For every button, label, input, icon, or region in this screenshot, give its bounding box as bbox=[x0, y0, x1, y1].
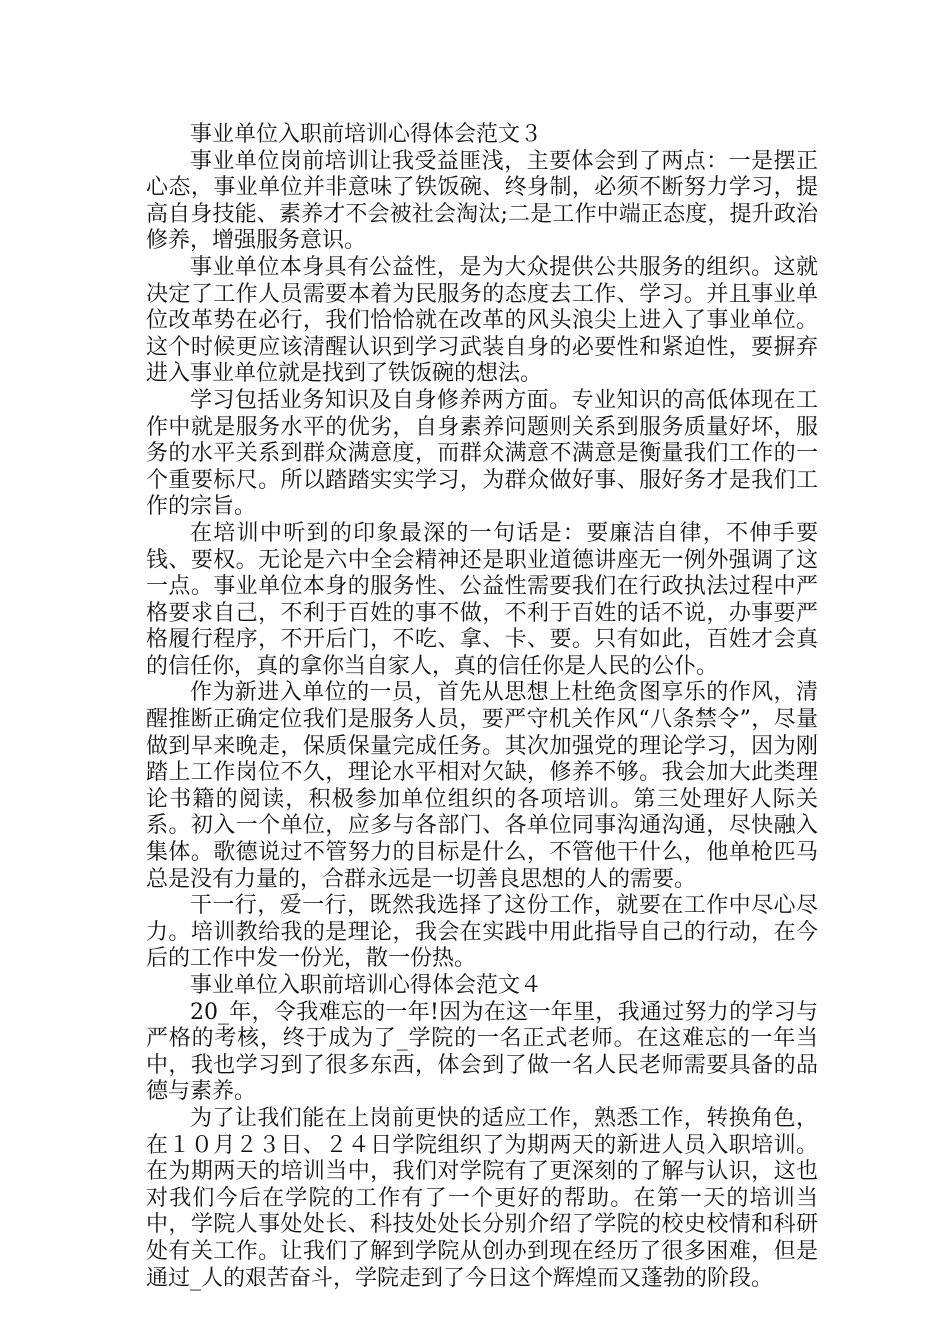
section-3-paragraph-3: 学习包括业务知识及自身修养两方面。专业知识的高低体现在工作中就是服务水平的优劣，自身素养问题则关系到服务质量好坏，服务的水平关系到群众满意度，而群众满意不满意是衡量我们工作的一个重要标尺。所以踏踏实实学习，为群众做好事、服好务才是我们工作的宗旨。 bbox=[146, 387, 818, 520]
section-3-title: 事业单位入职前培训心得体会范文３ bbox=[190, 122, 543, 147]
section-4-title: 事业单位入职前培训心得体会范文４ bbox=[190, 973, 543, 998]
section-3-paragraph-2: 事业单位本身具有公益性，是为大众提供公共服务的组织。这就决定了工作人员需要本着为民服务的态度去工作、学习。并且事业单位改革势在必行，我们恰恰就在改革的风头浪尖上进入了事业单位。这个时候更应该清醒认识到学习武装自身的必要性和紧迫性，要摒弃进入事业单位就是找到了铁饭碗的想法。 bbox=[146, 254, 818, 387]
section-3-paragraph-1: 事业单位岗前培训让我受益匪浅，主要体会到了两点：一是摆正心态，事业单位并非意味了铁饭碗、终身制，必须不断努力学习，提高自身技能、素养才不会被社会淘汰;二是工作中端正态度，提升政治修养，增强服务意识。 bbox=[146, 148, 818, 254]
section-3-paragraph-5: 作为新进入单位的一员，首先从思想上杜绝贪图享乐的作风，清醒推断正确定位我们是服务人员，要严守机关作风“八条禁令”，尽量做到早来晚走，保质保量完成任务。其次加强党的理论学习，因为刚踏上工作岗位不久，理论水平相对欠缺，修养不够。我会加大此类理论书籍的阅读，积极参加单位组织的各项培训。第三处理好人际关系。初入一个单位，应多与各部门、各单位同事沟通沟通，尽快融入集体。歌德说过不管努力的目标是什么，不管他干什么，他单枪匹马总是没有力量的，合群永远是一切善良思想的人的需要。 bbox=[146, 680, 818, 892]
section-3-paragraph-6: 干一行，爱一行，既然我选择了这份工作，就要在工作中尽心尽力。培训教给我的是理论，我会在实践中用此指导自己的行动，在今后的工作中发一份光，散一份热。 bbox=[146, 893, 818, 972]
section-4-paragraph-1: 20_年，令我难忘的一年!因为在这一年里，我通过努力的学习与严格的考核，终于成为了_学院的一名正式老师。在这难忘的一年当中，我也学习到了很多东西，体会到了做一名人民老师需要具备的品德与素养。 bbox=[146, 999, 818, 1105]
section-3-paragraph-4: 在培训中听到的印象最深的一句话是：要廉洁自律，不伸手要钱、要权。无论是六中全会精神还是职业道德讲座无一例外强调了这一点。事业单位本身的服务性、公益性需要我们在行政执法过程中严格要求自己，不利于百姓的事不做，不利于百姓的话不说，办事要严格履行程序，不开后门，不吃、拿、卡、要。只有如此，百姓才会真的信任你，真的拿你当自家人，真的信任你是人民的公仆。 bbox=[146, 520, 818, 679]
document-body bbox=[146, 122, 818, 1292]
section-4-paragraph-2: 为了让我们能在上岗前更快的适应工作，熟悉工作，转换角色，在１０月２３日、２４日学院组织了为期两天的新进人员入职培训。在为期两天的培训当中，我们对学院有了更深刻的了解与认识，这也对我们今后在学院的工作有了一个更好的帮助。在第一天的培训当中，学院人事处处长、科技处处长分别介绍了学院的校史校情和科研处有关工作。让我们了解到学院从创办到现在经历了很多困难，但是通过_人的艰苦奋斗，学院走到了今日这个辉煌而又蓬勃的阶段。 bbox=[146, 1105, 818, 1291]
